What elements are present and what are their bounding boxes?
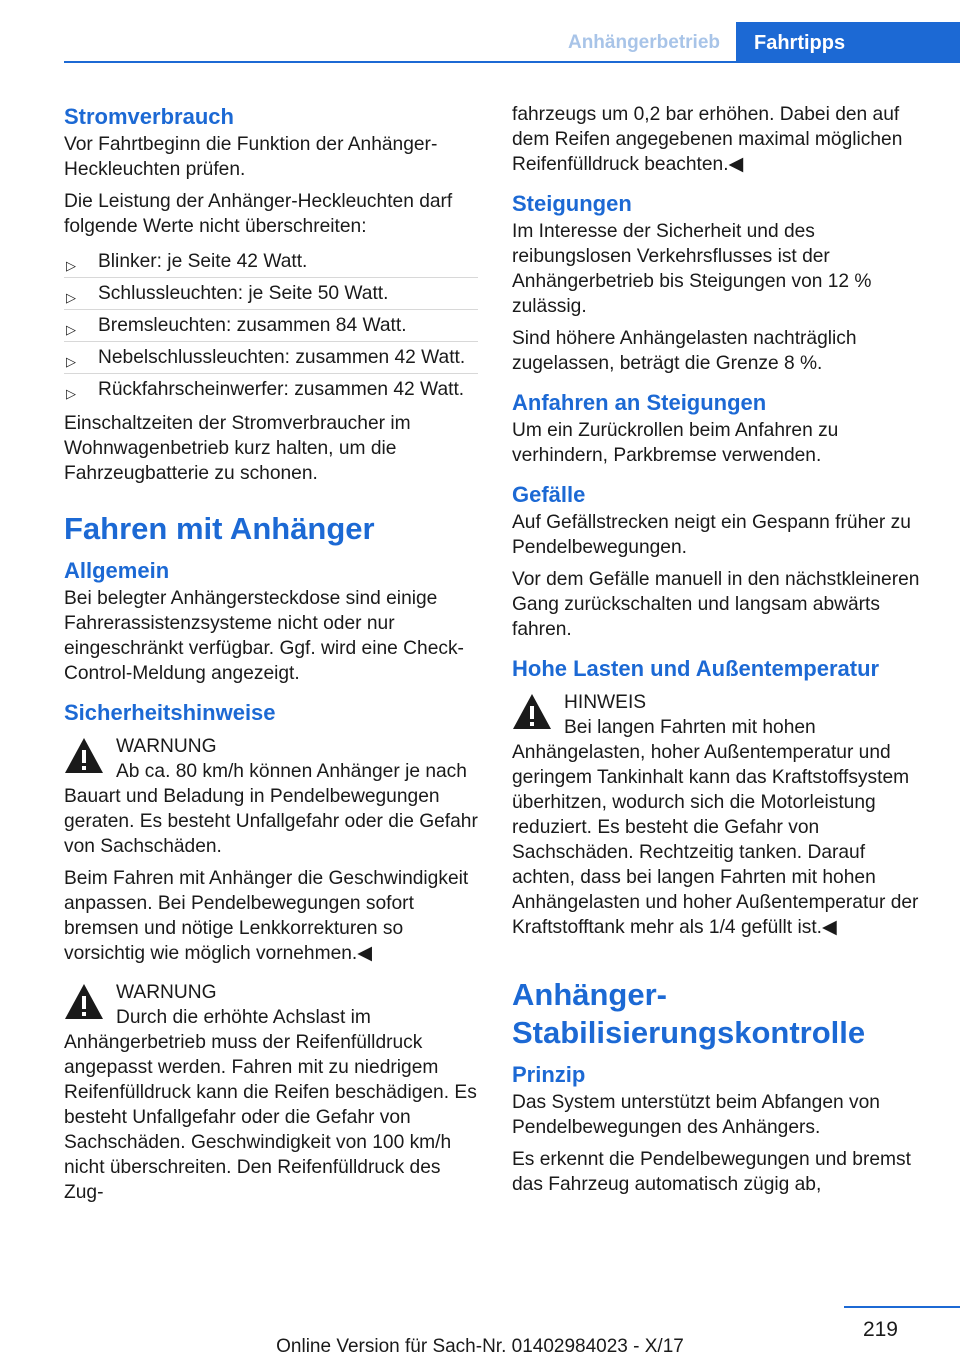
left-column [64,102,478,1212]
list-item [64,310,478,342]
heading-steigungen: Steigungen [512,191,632,216]
heading-gefaelle: Gefälle [512,482,586,507]
triangle-bullet-icon: ▷ [66,322,76,337]
paragraph: Vor dem Gefälle manuell in den nächstkleineren Gang zurückschalten und langsam abwärts fahren. [512,569,920,640]
heading-allgemein: Allgemein [64,558,170,583]
warning-triangle-icon [64,736,104,776]
warning-label: WARNUNG [116,736,217,757]
warning-block [64,734,478,759]
list-item-text: Bremsleuchten: zusammen 84 Watt. [98,315,407,336]
paragraph: Beim Fahren mit Anhänger die Geschwindigkeit anpassen. Bei Pendelbewegungen sofort bremsen und nötige Lenkkorrekturen so vorsichtig wie möglich vornehmen.◀ [64,868,469,964]
header-section-label: Anhängerbetrieb [567,32,720,53]
list-item-text: Schlussleuchten: je Seite 50 Watt. [98,283,389,304]
triangle-bullet-icon: ▷ [66,386,76,401]
paragraph: Das System unterstützt beim Abfangen von Pendelbewegungen des Anhängers. [512,1092,880,1138]
header-chapter-tab: Fahrtipps [736,22,960,62]
heading-anhaenger-stabilisierungskontrolle: Anhänger-Stabilisierungskontrolle [512,977,866,1050]
list-item-text: Rückfahrscheinwerfer: zusammen 42 Watt. [98,379,465,400]
paragraph: Es erkennt die Pendelbewegungen und bremst das Fahrzeug automatisch zügig ab, [512,1149,911,1195]
paragraph: Auf Gefällstrecken neigt ein Gespann früher zu Pendelbewegungen. [512,512,911,558]
warning-triangle-icon [512,692,552,732]
heading-anfahren-an-steigungen: Anfahren an Steigungen [512,390,767,415]
heading-fahren-mit-anhaenger: Fahren mit Anhänger [64,511,375,546]
page-header [0,0,960,62]
list-item [64,342,478,374]
warning-block [64,980,478,1005]
page-number-rule [844,1306,960,1308]
list-item-text: Blinker: je Seite 42 Watt. [98,251,308,272]
list-item-text: Nebelschlussleuchten: zusammen 42 Watt. [98,347,466,368]
list-item [64,278,478,310]
warning-text: Ab ca. 80 km/h können Anhänger je nach Bauart und Beladung in Pendelbewegungen geraten. Es besteht Unfallgefahr oder die Gefahr von Sachschäden. [64,761,478,857]
notice-block [512,690,926,715]
triangle-bullet-icon: ▷ [66,258,76,273]
notice-label: HINWEIS [564,692,647,713]
list-item [64,246,478,278]
triangle-bullet-icon: ▷ [66,354,76,369]
header-rule [64,61,960,63]
right-column [512,102,926,1204]
warning-label: WARNUNG [116,982,217,1003]
heading-hohe-lasten: Hohe Lasten und Außentemperatur [512,656,880,681]
paragraph: fahrzeugs um 0,2 bar erhöhen. Dabei den auf dem Reifen angegebenen maximal möglichen Reifenfülldruck beachten.◀ [512,104,903,175]
list-item [64,374,478,405]
heading-prinzip: Prinzip [512,1062,586,1087]
paragraph: Bei belegter Anhängersteckdose sind einige Fahrerassistenzsysteme nicht oder nur eingeschränkt verfügbar. Ggf. wird eine Check-Control-Meldung angezeigt. [64,588,464,684]
warning-text: Durch die erhöhte Achslast im Anhängerbetrieb muss der Reifenfülldruck angepasst werden. Fahren mit zu niedrigem Reifenfülldruck kann die Reifen beschädigen. Es besteht Unfallgefahr oder die Gefahr von Sachschäden. Geschwindigkeit von 100 km/h nicht überschreiten. Den Reifenfülldruck des Zug- [64,1007,477,1203]
paragraph: Vor Fahrtbeginn die Funktion der Anhänger-Heckleuchten prüfen. [64,134,438,180]
paragraph: Im Interesse der Sicherheit und des reibungslosen Verkehrsflusses ist der Anhängerbetrieb bis Steigungen von 12 % zulässig. [512,221,872,317]
paragraph: Um ein Zurückrollen beim Anfahren zu verhindern, Parkbremse verwenden. [512,420,839,466]
page-number: 219 [862,1318,898,1341]
paragraph: Die Leistung der Anhänger-Heckleuchten darf folgende Werte nicht überschreiten: [64,191,453,237]
heading-sicherheitshinweise: Sicherheitshinweise [64,700,276,725]
warning-triangle-icon [64,982,104,1022]
bullet-list [64,246,478,405]
notice-text: Bei langen Fahrten mit hohen Anhängelasten, hoher Außentemperatur und geringem Tankinhalt kann das Kraftstoffsystem überhitzen, wodurch sich die Motorleistung reduziert. Es besteht die Gefahr von Sachschäden. Rechtzeitig tanken. Darauf achten, dass bei langen Fahrten mit hohen Anhängelasten und hoher Außentemperatur der Kraftstofftank mehr als 1/4 gefüllt ist.◀ [512,717,919,938]
paragraph: Einschaltzeiten der Stromverbraucher im Wohnwagenbetrieb kurz halten, um die Fahrzeugbatterie zu schonen. [64,413,411,484]
online-version-footer: Online Version für Sach-Nr. 01402984023 - X/17 [276,1336,684,1357]
paragraph: Sind höhere Anhängelasten nachträglich zugelassen, beträgt die Grenze 8 %. [512,328,857,374]
heading-stromverbrauch: Stromverbrauch [64,104,234,129]
triangle-bullet-icon: ▷ [66,290,76,305]
